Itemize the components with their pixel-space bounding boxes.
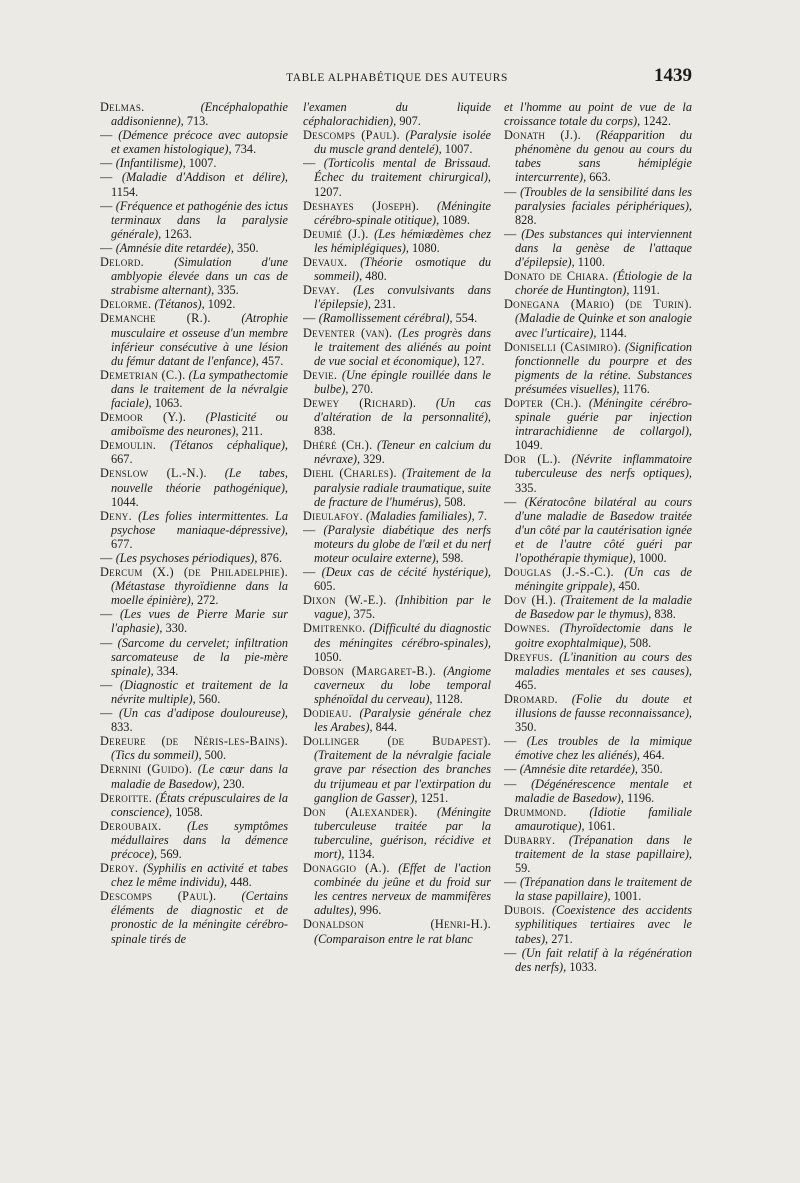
page-reference: 554.	[455, 311, 478, 326]
index-entry	[100, 128, 288, 156]
author-name: Deroubaix.	[100, 818, 162, 833]
index-entry	[504, 565, 692, 593]
index-entry	[303, 326, 491, 368]
entry-title: (Tétanos céphalique),	[170, 438, 288, 453]
page-reference: 270.	[351, 381, 374, 396]
entry-title: (Syphilis en activité et tabes chez le même individu),	[111, 861, 288, 890]
author-name: Don (Alexander).	[303, 804, 418, 819]
index-entry	[504, 692, 692, 734]
author-name: Dhéré (Ch.).	[303, 438, 373, 453]
index-entry	[303, 100, 491, 128]
entry-title: (Atrophie musculaire et osseuse d'un membre inférieur consécutive à une lésion du fémur datant de l'enfance),	[111, 311, 288, 368]
author-name: Dubois.	[504, 903, 546, 918]
author-name: Delmas.	[100, 100, 145, 114]
entry-title: (Un cas de méningite grippale),	[515, 565, 692, 594]
index-entry	[303, 128, 491, 156]
entry-title: (Encéphalopathie addisonienne),	[111, 100, 288, 129]
column-2	[303, 100, 491, 1090]
entry-title: (Théorie osmotique du sommeil),	[314, 255, 491, 284]
author-name: —	[100, 635, 113, 650]
page-reference: 838.	[654, 607, 676, 622]
index-entry	[100, 297, 288, 311]
index-entry	[504, 452, 692, 494]
author-name: Dopter (Ch.).	[504, 395, 582, 410]
entry-title: (Idiotie familiale amaurotique),	[515, 804, 692, 833]
author-name: —	[504, 762, 517, 777]
index-entry	[303, 706, 491, 734]
index-entry	[100, 551, 288, 565]
page-reference: 677.	[111, 536, 133, 551]
entry-title: (Sarcome du cervelet; infiltration sarcomateuse de la pie-mère spinale),	[111, 635, 288, 678]
index-entry	[303, 311, 491, 325]
page-reference: 271.	[551, 931, 573, 946]
entry-title: (Comparaison entre le rat blanc	[314, 931, 473, 946]
page-reference: 1063.	[154, 395, 183, 410]
entry-title: (Inhibition par le vague),	[314, 593, 491, 622]
page-reference: 663.	[589, 170, 611, 185]
index-entry	[100, 509, 288, 551]
entry-title: (Les troubles de la mimique émotive chez les aliénés),	[515, 734, 692, 763]
page-reference: 127.	[462, 353, 485, 368]
index-entry	[504, 805, 692, 833]
page-reference: 1154.	[111, 184, 139, 199]
index-entry	[303, 861, 491, 917]
index-entry	[504, 875, 692, 903]
entry-title: (Torticolis mental de Brissaud. Échec du traitement chirurgical),	[314, 156, 491, 185]
entry-title: (Maladie de Quinke et son analogie avec l'urticaire),	[515, 311, 692, 340]
page-reference: 1049.	[515, 438, 543, 453]
entry-title: (Angiome caverneux du lobe temporal sphénoïdal du cerveau),	[314, 663, 491, 706]
index-entry	[303, 734, 491, 804]
author-name: Deroitte.	[100, 790, 153, 805]
entry-title: (Coexistence des accidents syphilitiques tertiaires avec le tabes),	[515, 903, 692, 946]
entry-title: (Les progrès dans le traitement des aliénés au point de vue social et économique),	[314, 325, 491, 368]
author-name: —	[303, 522, 316, 537]
index-entry	[303, 621, 491, 663]
entry-title: (Teneur en calcium du névraxe),	[314, 438, 491, 467]
index-entry	[100, 100, 288, 128]
page-reference: 1196.	[627, 790, 655, 805]
author-name: Devay.	[303, 283, 340, 298]
index-entry	[504, 128, 692, 184]
page-reference: 480.	[365, 269, 387, 284]
entry-title: (Un cas d'altération de la personnalité),	[314, 395, 491, 425]
author-name: Dromard.	[504, 691, 558, 706]
author-name: Dor (L.).	[504, 452, 561, 467]
author-name: —	[100, 706, 113, 721]
page-reference: 329.	[363, 452, 385, 467]
entry-title: (Signification fonctionnelle du pourpre et des pigments de la rétine. Substances présumées visuelles),	[515, 339, 692, 396]
page-reference: 211.	[241, 424, 263, 439]
author-name: —	[303, 156, 316, 171]
entry-title: (Les hémiœdèmes chez les hémiplégiques),	[314, 226, 491, 255]
page-reference: 508.	[444, 494, 466, 509]
entry-title: l'examen du liquide céphalorachidien),	[303, 100, 491, 129]
index-entry	[100, 466, 288, 508]
entry-title: (Maladie d'Addison et délire),	[121, 170, 288, 185]
page-reference: 1000.	[638, 551, 667, 565]
running-title: TABLE ALPHABÉTIQUE DES AUTEURS	[286, 72, 508, 84]
entry-title: (Amnésie dite retardée),	[115, 240, 234, 255]
author-name: Dereure (de Néris-les-Bains).	[100, 734, 288, 749]
author-name: Dobson (Margaret-B.).	[303, 663, 436, 678]
page-reference: 1242.	[643, 114, 671, 129]
author-name: Deroy.	[100, 861, 139, 876]
page-reference: 465.	[515, 677, 537, 692]
author-name: Deny.	[100, 508, 132, 523]
page-reference: 713.	[186, 114, 209, 129]
page-reference: 330.	[165, 621, 188, 636]
page-reference: 59.	[515, 861, 531, 876]
page-reference: 560.	[198, 691, 221, 706]
index-entry	[303, 664, 491, 706]
index-entry	[303, 509, 491, 523]
index-entry	[100, 762, 288, 790]
author-name: Deventer (van).	[303, 325, 393, 340]
author-name: Descomps (Paul).	[100, 889, 217, 904]
index-entry	[504, 227, 692, 269]
page-reference: 1263.	[164, 226, 192, 241]
entry-title: (Démence précoce avec autopsie et examen histologique),	[111, 128, 288, 157]
entry-title: (Névrite inflammatoire tuberculeuse des nerfs optiques),	[515, 452, 692, 481]
page-reference: 334.	[156, 663, 179, 678]
page-number: 1439	[654, 65, 692, 86]
index-entry	[100, 311, 288, 367]
page-reference: 1128.	[435, 691, 463, 706]
page-reference: 1176.	[622, 381, 650, 396]
entry-title: (Les psychoses périodiques),	[115, 551, 258, 565]
index-entry	[100, 368, 288, 410]
author-name: Donato de Chiara.	[504, 269, 609, 284]
index-entry	[303, 438, 491, 466]
author-name: Demetrian (C.).	[100, 367, 186, 382]
index-entry	[303, 255, 491, 283]
page-reference: 667.	[111, 452, 133, 467]
entry-title: (Le tabes, nouvelle théorie pathogénique),	[111, 466, 288, 495]
index-entry	[504, 777, 692, 805]
index-columns	[100, 100, 692, 1100]
author-name: —	[100, 677, 113, 692]
page-reference: 838.	[314, 424, 336, 439]
author-name: Doniselli (Casimiro).	[504, 339, 622, 354]
index-entry	[303, 227, 491, 255]
index-entry	[303, 805, 491, 861]
entry-title: (L'inanition au cours des maladies mentales et ses causes),	[515, 649, 692, 678]
author-name: —	[100, 198, 113, 213]
index-entry	[504, 396, 692, 452]
author-name: —	[504, 945, 517, 960]
author-name: Dieulafoy.	[303, 508, 363, 523]
page-reference: 1050.	[314, 649, 342, 664]
index-entry	[504, 495, 692, 565]
entry-title: (Une épingle rouillée dans le bulbe),	[314, 367, 491, 396]
index-entry	[100, 170, 288, 198]
page-reference: 457.	[261, 353, 284, 368]
entry-title: (Trépanation dans le traitement de la stase papillaire),	[515, 832, 692, 861]
index-entry	[100, 199, 288, 241]
page-reference: 1058.	[175, 804, 203, 819]
page-reference: 1044.	[111, 494, 139, 509]
author-name: —	[303, 565, 316, 580]
entry-title: (Les folies intermittentes. La psychose maniaque-dépressive),	[111, 508, 288, 537]
author-name: Delord.	[100, 255, 145, 270]
entry-title: (Deux cas de cécité hystérique),	[321, 565, 491, 580]
entry-title: (Les symptômes médullaires dans la démence précoce),	[111, 818, 288, 861]
entry-title: (Difficulté du diagnostic des méningites cérébro-spinales),	[314, 621, 491, 650]
entry-title: et l'homme au point de vue de la croissance totale du corps),	[504, 100, 692, 129]
author-name: —	[303, 311, 316, 326]
author-name: Douglas (J.-S.-C.).	[504, 565, 614, 580]
entry-title: (Plasticité ou amiboïsme des neurones),	[111, 410, 288, 439]
author-name: —	[504, 494, 517, 509]
page-reference: 7.	[477, 508, 487, 523]
index-entry	[100, 819, 288, 861]
entry-title: (Traitement de la paralysie radiale traumatique, suite de fracture de l'humérus),	[314, 466, 491, 509]
index-entry	[504, 185, 692, 227]
column-1	[100, 100, 288, 1090]
author-name: Descomps (Paul).	[303, 128, 400, 143]
author-name: Dixon (W.-E.).	[303, 593, 387, 608]
page-reference: 844.	[375, 720, 398, 735]
page-reference: 335.	[217, 283, 239, 298]
index-entry	[504, 621, 692, 649]
author-name: Dubarry.	[504, 832, 556, 847]
entry-title: (Trépanation dans le traitement de la stase papillaire),	[515, 875, 692, 904]
page-reference: 1033.	[569, 959, 597, 974]
page-reference: 508.	[629, 635, 652, 650]
author-name: Dmitrenko.	[303, 621, 366, 636]
author-name: Dov (H.).	[504, 593, 557, 608]
entry-title: (La sympathectomie dans le traitement de la névralgie faciale),	[111, 367, 288, 410]
author-name: —	[504, 875, 517, 890]
entry-title: (Réapparition du phénomène du genou au cours du tabes sans hémiplégie intercurrente),	[515, 128, 692, 185]
page-reference: 272.	[196, 593, 219, 608]
index-entry	[100, 706, 288, 734]
index-entry	[100, 678, 288, 706]
entry-title: (Étiologie de la chorée de Huntington),	[515, 269, 692, 298]
page-reference: 350.	[237, 240, 259, 255]
page-reference: 464.	[643, 748, 665, 763]
index-entry	[504, 833, 692, 875]
entry-title: (Paralysie isolée du muscle grand dentelé),	[314, 128, 491, 157]
author-name: —	[504, 184, 517, 199]
author-name: —	[100, 551, 113, 565]
page-reference: 375.	[353, 607, 376, 622]
author-name: Dewey (Richard).	[303, 395, 417, 410]
entry-title: (Le cœur dans la maladie de Basedow),	[111, 762, 288, 791]
index-entry	[100, 438, 288, 466]
page-header	[102, 64, 692, 90]
entry-title: (Paralysie diabétique des nerfs moteurs du globe de l'œil et du nerf moteur oculaire externe),	[314, 522, 491, 565]
page-reference: 1144.	[599, 325, 627, 340]
index-entry	[504, 734, 692, 762]
author-name: Donaggio (A.).	[303, 861, 390, 876]
author-name: Deumié (J.).	[303, 226, 369, 241]
page-reference: 907.	[399, 114, 421, 129]
page-reference: 1007.	[188, 156, 217, 171]
index-entry	[303, 283, 491, 311]
entry-title: (Troubles de la sensibilité dans les paralysies faciales périphériques),	[515, 184, 692, 213]
page-reference: 231.	[374, 297, 396, 312]
page-reference: 1191.	[632, 283, 660, 298]
author-name: Demoor (Y.).	[100, 410, 187, 425]
entry-title: (Thyroïdectomie dans le goitre exophtalmique),	[515, 621, 692, 650]
index-entry	[504, 903, 692, 945]
page-reference: 1061.	[587, 818, 616, 833]
author-name: Demoulin.	[100, 438, 157, 453]
author-name: Dollinger (de Budapest).	[303, 734, 491, 749]
page-reference: 1007.	[444, 142, 473, 157]
index-entry	[100, 734, 288, 762]
page-reference: 734.	[234, 142, 257, 157]
page-reference: 833.	[111, 720, 133, 735]
index-entry	[504, 297, 692, 339]
author-name: —	[504, 734, 517, 749]
index-entry	[303, 523, 491, 565]
index-entry	[504, 650, 692, 692]
index-entry	[303, 565, 491, 593]
author-name: Deshayes (Joseph).	[303, 198, 420, 213]
index-entry	[100, 791, 288, 819]
entry-title: (Folie du doute et illusions de fausse reconnaissance),	[515, 691, 692, 721]
entry-title: (Méningite cérébro-spinale otitique),	[314, 198, 491, 227]
author-name: Devie.	[303, 367, 338, 382]
page-reference: 335.	[515, 480, 537, 495]
index-entry	[303, 156, 491, 198]
entry-title: (Tétanos),	[154, 297, 205, 312]
entry-title: (Fréquence et pathogénie des ictus terminaux dans la paralysie générale),	[111, 198, 288, 241]
author-name: Donath (J.).	[504, 128, 581, 143]
column-3	[504, 100, 692, 1090]
index-entry	[504, 100, 692, 128]
entry-title: (Méningite cérébro-spinale guérie par injection intrarachidienne de collargol),	[515, 395, 692, 439]
page-reference: 605.	[314, 579, 336, 594]
index-entry	[100, 156, 288, 170]
entry-title: (Traitement de la maladie de Basedow par le thymus),	[515, 593, 692, 622]
index-entry	[504, 946, 692, 974]
page-reference: 350.	[641, 762, 663, 777]
author-name: —	[100, 170, 113, 185]
index-entry	[303, 466, 491, 508]
index-entry	[100, 565, 288, 607]
entry-title: (Méningite tuberculeuse traitée par la tuberculine, guérison, récidive et mort),	[314, 804, 491, 861]
author-name: Diehl (Charles).	[303, 466, 397, 481]
page-reference: 1134.	[347, 846, 375, 861]
entry-title: (Des substances qui interviennent dans la genèse de l'attaque d'épilepsie),	[515, 226, 692, 270]
index-entry	[100, 889, 288, 945]
page-reference: 1100.	[577, 255, 605, 270]
entry-title: (Amnésie dite retardée),	[519, 762, 638, 777]
entry-title: (Ramollissement cérébral),	[318, 311, 453, 326]
author-name: Donegana (Mario) (de Turin).	[504, 297, 692, 312]
page-reference: 500.	[204, 748, 227, 763]
index-entry	[504, 762, 692, 776]
index-entry	[504, 593, 692, 621]
page-reference: 996.	[359, 903, 382, 918]
index-entry	[100, 410, 288, 438]
index-entry	[504, 340, 692, 396]
index-entry	[303, 917, 491, 945]
page-reference: 230.	[223, 776, 245, 791]
author-name: —	[504, 226, 517, 241]
page-reference: 1207.	[314, 184, 342, 199]
entry-title: (Paralysie générale chez les Arabes),	[314, 706, 491, 735]
page-reference: 1251.	[420, 790, 449, 805]
author-name: —	[100, 128, 113, 143]
index-entry	[100, 241, 288, 255]
index-entry	[303, 593, 491, 621]
entry-title: (Tics du sommeil),	[111, 748, 202, 763]
author-name: Drummond.	[504, 804, 567, 819]
index-entry	[504, 269, 692, 297]
page-reference: 450.	[618, 579, 641, 594]
author-name: Dercum (X.) (de Philadelphie).	[100, 565, 288, 580]
entry-title: (Certains éléments de diagnostic et de pronostic de la méningite cérébro-spinale tirés de	[111, 889, 288, 946]
page-reference: 1001.	[613, 889, 642, 904]
index-entry	[303, 396, 491, 438]
author-name: Dreyfus.	[504, 649, 553, 664]
author-name: Downes.	[504, 621, 551, 636]
entry-title: (Les vues de Pierre Marie sur l'aphasie),	[111, 607, 288, 636]
author-name: Denslow (L.-N.).	[100, 466, 207, 481]
page-reference: 828.	[515, 212, 537, 227]
page-reference: 1080.	[412, 240, 440, 255]
entry-title: (Les convulsivants dans l'épilepsie),	[314, 283, 491, 312]
index-entry	[100, 607, 288, 635]
entry-title: (Un fait relatif à la régénération des nerfs),	[515, 945, 692, 974]
entry-title: (Infantilisme),	[115, 156, 186, 171]
page-reference: 448.	[230, 875, 252, 890]
entry-title: (Simulation d'une amblyopie élevée dans un cas de strabisme alternant),	[111, 255, 288, 298]
entry-title: (Diagnostic et traitement de la névrite multiple),	[111, 677, 288, 706]
author-name: Demanche (R.).	[100, 311, 211, 326]
entry-title: (Traitement de la névralgie faciale grave par résection des branches du trijumeau et par l'extirpation du ganglion de Gasser),	[314, 748, 491, 805]
index-entry	[100, 636, 288, 678]
page-reference: 598.	[441, 551, 464, 565]
page-reference: 876.	[260, 551, 283, 565]
index-entry	[100, 255, 288, 297]
entry-title: (Effet de l'action combinée du jeûne et du froid sur les centres nerveux de mammifères adultes),	[314, 861, 491, 918]
author-name: Devaux.	[303, 255, 348, 270]
author-name: Dodieau.	[303, 706, 352, 721]
page-reference: 350.	[515, 720, 537, 735]
entry-title: (Dégénérescence mentale et maladie de Basedow),	[515, 776, 692, 805]
page-reference: 569.	[160, 846, 182, 861]
author-name: Dernini (Guido).	[100, 762, 193, 777]
page-reference: 1089.	[442, 212, 470, 227]
author-name: Donaldson (Henri-H.).	[303, 917, 491, 932]
author-name: —	[100, 607, 113, 622]
index-entry	[303, 199, 491, 227]
page-reference: 1092.	[207, 297, 236, 312]
entry-title: (États crépusculaires de la conscience),	[111, 790, 288, 819]
author-name: —	[100, 156, 113, 171]
entry-title: (Maladies familiales),	[366, 508, 475, 523]
author-name: —	[504, 776, 517, 791]
entry-title: (Kératocône bilatéral au cours d'une maladie de Basedow traitée d'un côté par la cautérisation ignée et de l'autre côté guéri par l'opothérapie thymique),	[515, 494, 692, 565]
author-name: —	[100, 240, 113, 255]
entry-title: (Un cas d'adipose douloureuse),	[118, 706, 288, 721]
entry-title: (Métastase thyroïdienne dans la moelle épinière),	[111, 579, 288, 608]
index-entry	[100, 861, 288, 889]
author-name: Delorme.	[100, 297, 152, 312]
index-entry	[303, 368, 491, 396]
